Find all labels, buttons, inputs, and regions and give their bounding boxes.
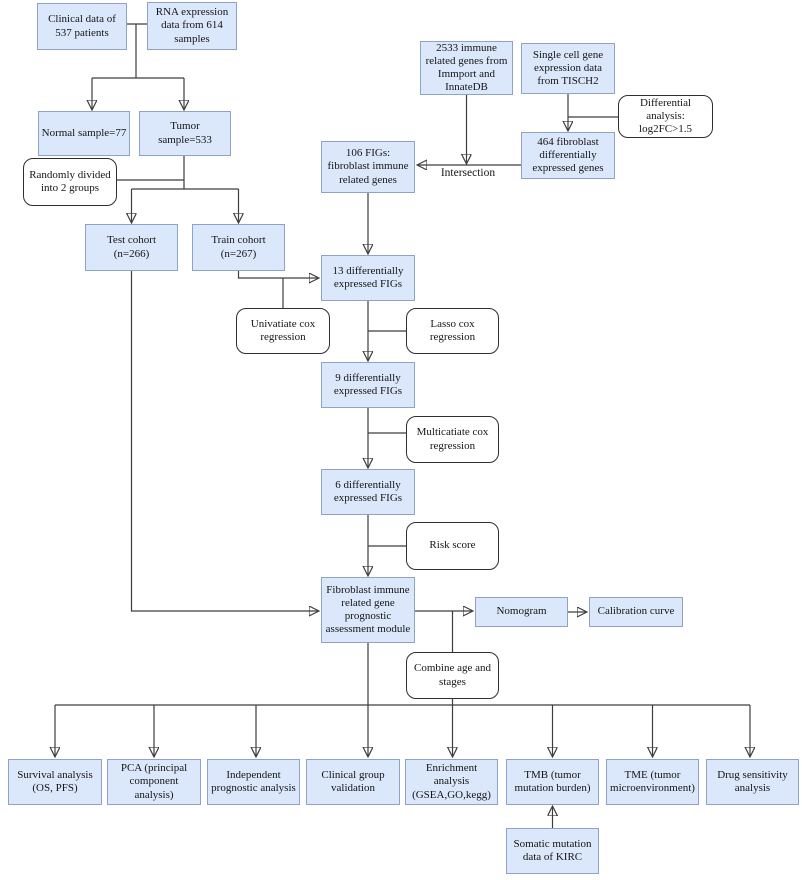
node-somatic-mutation: Somatic mutation data of KIRC [506,828,599,874]
node-tumor-sample: Tumor sample=533 [139,111,231,156]
node-survival-analysis: Survival analysis (OS, PFS) [8,759,102,805]
annotation-combine-age: Combine age and stages [406,652,499,699]
node-figs-13: 13 differentially expressed FIGs [321,255,415,301]
node-single-cell: Single cell gene expression data from TISCH2 [521,43,615,94]
node-clinical-data: Clinical data of 537 patients [37,3,127,50]
node-tme: TME (tumor microenvironment) [606,759,699,805]
node-tmb: TMB (tumor mutation burden) [506,759,599,805]
annotation-randomly-divided: Randomly divided into 2 groups [23,158,117,206]
node-train-cohort: Train cohort (n=267) [192,224,285,271]
node-calibration-curve: Calibration curve [589,597,683,627]
node-test-cohort: Test cohort (n=266) [85,224,178,271]
node-rna-expression: RNA expression data from 614 samples [147,2,237,50]
node-figs-9: 9 differentially expressed FIGs [321,362,415,408]
node-clinical-group: Clinical group validation [306,759,400,805]
node-figs-6: 6 differentially expressed FIGs [321,469,415,515]
node-fibroblast-464: 464 fibroblast differentially expressed genes [521,132,615,179]
annotation-differential-analysis: Differential analysis: log2FC>1.5 [618,95,713,138]
arrow-train-to-13 [239,271,319,278]
node-drug-sensitivity: Drug sensitivity analysis [706,759,799,805]
node-pca: PCA (principal component analysis) [107,759,201,805]
node-prognostic-module: Fibroblast immune related gene prognostic assessment module [321,577,415,643]
node-enrichment: Enrichment analysis (GSEA,GO,kegg) [405,759,498,805]
edge-label-intersection: Intersection [440,167,496,179]
annotation-risk-score: Risk score [406,522,499,570]
annotation-multivariate-cox: Multicatiate cox regression [406,416,499,463]
node-nomogram: Nomogram [475,597,568,627]
annotation-lasso-cox: Lasso cox regression [406,308,499,354]
annotation-univariate-cox: Univatiate cox regression [236,308,330,354]
node-independent-prognostic: Independent prognostic analysis [207,759,300,805]
node-immune-genes: 2533 immune related genes from Immport and InnateDB [420,41,513,95]
node-figs-106: 106 FIGs: fibroblast immune related genes [321,141,415,193]
node-normal-sample: Normal sample=77 [38,111,130,156]
